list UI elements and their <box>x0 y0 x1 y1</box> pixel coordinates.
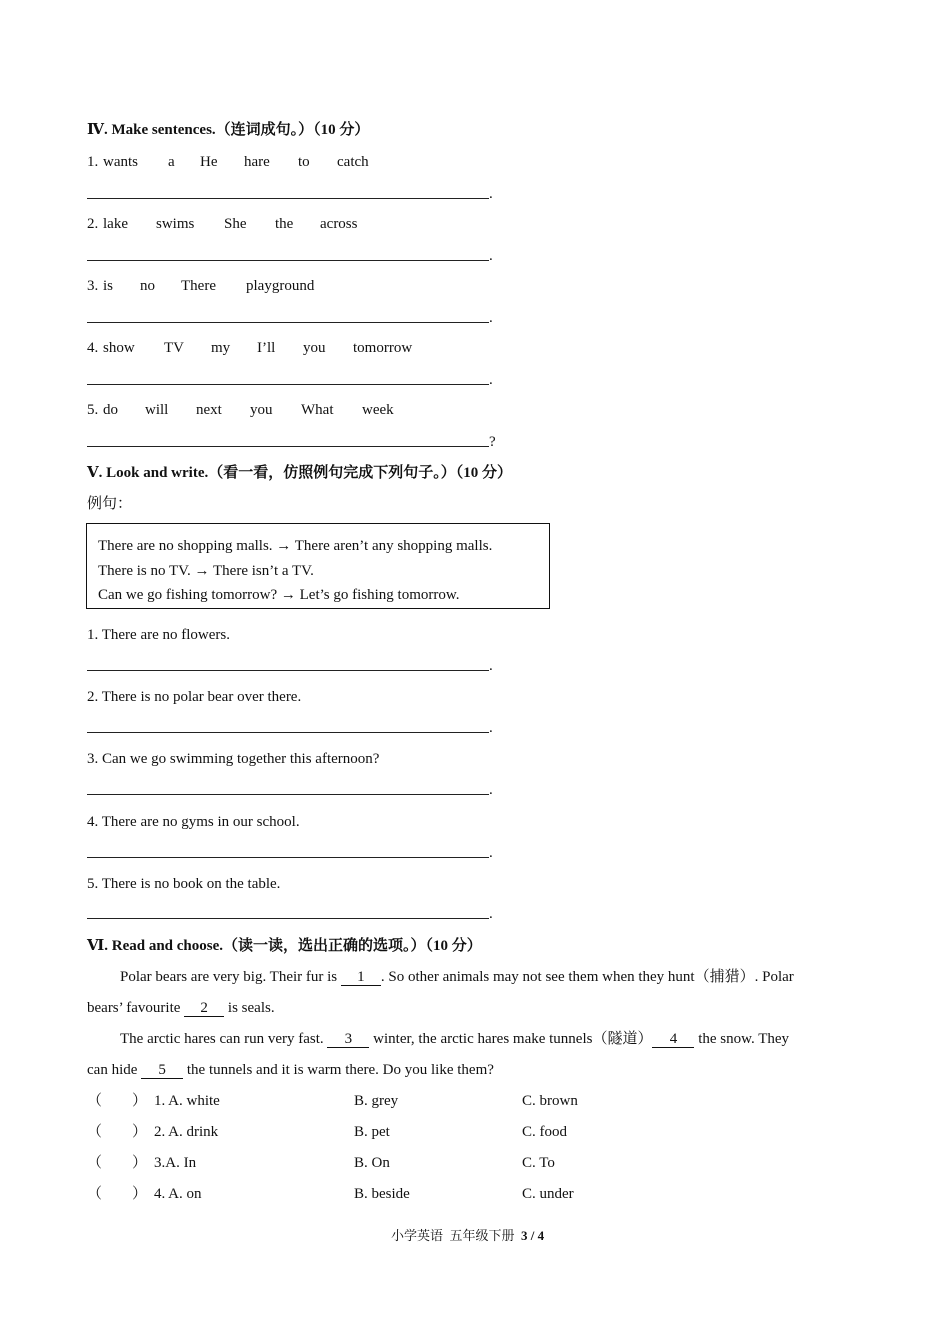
option-c: C. food <box>522 1124 567 1140</box>
scrambled-word: swims <box>156 216 195 232</box>
answer-line[interactable] <box>87 670 489 671</box>
passage-text: . So other animals may not see them when they hunt（捕猎）. Polar <box>380 969 794 985</box>
answer-line[interactable] <box>87 732 489 733</box>
option-b: B. pet <box>354 1124 390 1140</box>
passage-text: can hide <box>87 1062 142 1078</box>
scrambled-word: She <box>224 216 247 232</box>
scrambled-word: TV <box>164 340 184 356</box>
option-c: C. To <box>522 1155 555 1171</box>
option-c: C. under <box>522 1186 574 1202</box>
example-label: 例句： <box>87 496 133 512</box>
option-b: B. On <box>354 1155 390 1171</box>
scrambled-word: do <box>103 402 118 418</box>
option-b: B. grey <box>354 1093 399 1109</box>
passage-line <box>120 1030 789 1048</box>
example-sentence: There is no TV. → There isn’t a TV. <box>98 563 314 579</box>
scrambled-word: is <box>103 278 114 294</box>
page-footer <box>391 1227 544 1245</box>
end-punctuation: . <box>489 720 493 736</box>
end-punctuation: ? <box>489 434 496 450</box>
scrambled-word: catch <box>337 154 369 170</box>
answer-bracket[interactable]: （ ） <box>87 1186 148 1202</box>
section-6-heading: Ⅵ. Read and choose.（读一读，选出正确的选项。）（10 分） <box>87 938 482 954</box>
item-number: 1. <box>87 154 99 170</box>
footer-subject: 小学英语 <box>391 1228 444 1243</box>
option-a: 4. A. on <box>154 1186 202 1202</box>
option-a: 2. A. drink <box>154 1124 219 1140</box>
source-sentence: 1. There are no flowers. <box>87 627 230 643</box>
end-punctuation: . <box>489 310 493 326</box>
answer-line[interactable] <box>87 857 489 858</box>
answer-bracket[interactable]: （ ） <box>87 1093 148 1109</box>
source-sentence: 5. There is no book on the table. <box>87 876 281 892</box>
scrambled-word: tomorrow <box>353 340 413 356</box>
passage-text: bears’ favourite <box>87 1000 185 1016</box>
scrambled-word: playground <box>246 278 315 294</box>
scrambled-word: no <box>140 278 155 294</box>
scrambled-word: to <box>298 154 310 170</box>
scrambled-word: hare <box>244 154 270 170</box>
end-punctuation: . <box>489 845 493 861</box>
option-a: 1. A. white <box>154 1093 220 1109</box>
item-number: 2. <box>87 216 99 232</box>
blank-2: 2 <box>184 1001 224 1017</box>
answer-line[interactable] <box>87 384 489 385</box>
answer-line[interactable] <box>87 794 489 795</box>
option-a: 3.A. In <box>154 1155 197 1171</box>
scrambled-word: will <box>145 402 169 418</box>
scrambled-word: next <box>196 402 222 418</box>
scrambled-word: my <box>211 340 231 356</box>
footer-page-number: 3 / 4 <box>521 1228 545 1243</box>
answer-line[interactable] <box>87 260 489 261</box>
source-sentence: 2. There is no polar bear over there. <box>87 689 302 705</box>
end-punctuation: . <box>489 906 493 922</box>
scrambled-word: What <box>301 402 334 418</box>
scrambled-word: lake <box>103 216 128 232</box>
blank-1: 1 <box>341 970 381 986</box>
answer-line[interactable] <box>87 918 489 919</box>
passage-text: winter, the arctic hares make tunnels（隧道） <box>369 1031 653 1047</box>
end-punctuation: . <box>489 372 493 388</box>
scrambled-word: I’ll <box>257 340 276 356</box>
blank-5: 5 <box>141 1063 183 1079</box>
answer-bracket[interactable]: （ ） <box>87 1124 148 1140</box>
scrambled-word: week <box>362 402 394 418</box>
end-punctuation: . <box>489 782 493 798</box>
section-5-heading: Ⅴ. Look and write.（看一看，仿照例句完成下列句子。）（10 分） <box>87 465 512 481</box>
answer-line[interactable] <box>87 446 489 447</box>
source-sentence: 3. Can we go swimming together this afternoon? <box>87 751 380 767</box>
passage-text: the snow. They <box>694 1031 790 1047</box>
option-b: B. beside <box>354 1186 410 1202</box>
item-number: 4. <box>87 340 99 356</box>
source-sentence: 4. There are no gyms in our school. <box>87 814 300 830</box>
passage-text: is seals. <box>224 1000 275 1016</box>
passage-line <box>87 999 275 1017</box>
example-sentence: Can we go fishing tomorrow? → Let’s go fishing tomorrow. <box>98 587 460 603</box>
end-punctuation: . <box>489 248 493 264</box>
item-number: 5. <box>87 402 99 418</box>
answer-bracket[interactable]: （ ） <box>87 1155 148 1171</box>
answer-line[interactable] <box>87 322 489 323</box>
scrambled-word: wants <box>103 154 138 170</box>
scrambled-word: you <box>303 340 326 356</box>
passage-text: the tunnels and it is warm there. Do you like them? <box>183 1062 494 1078</box>
scrambled-word: you <box>250 402 273 418</box>
passage-line <box>120 968 794 986</box>
scrambled-word: a <box>168 154 175 170</box>
scrambled-word: He <box>200 154 218 170</box>
scrambled-word: There <box>181 278 216 294</box>
footer-grade: 五年级下册 <box>449 1228 515 1243</box>
section-4-heading: Ⅳ. Make sentences.（连词成句。）（10 分） <box>87 122 370 138</box>
answer-line[interactable] <box>87 198 489 199</box>
passage-text: Polar bears are very big. Their fur is <box>120 969 341 985</box>
item-number: 3. <box>87 278 99 294</box>
blank-3: 3 <box>327 1032 369 1048</box>
example-box <box>86 523 550 609</box>
scrambled-word: show <box>103 340 135 356</box>
passage-text: The arctic hares can run very fast. <box>120 1031 328 1047</box>
passage-line <box>87 1061 494 1079</box>
end-punctuation: . <box>489 658 493 674</box>
end-punctuation: . <box>489 186 493 202</box>
example-sentence: There are no shopping malls. → There aren’t any shopping malls. <box>98 538 493 554</box>
blank-4: 4 <box>652 1032 694 1048</box>
option-c: C. brown <box>522 1093 578 1109</box>
scrambled-word: across <box>320 216 358 232</box>
scrambled-word: the <box>275 216 294 232</box>
